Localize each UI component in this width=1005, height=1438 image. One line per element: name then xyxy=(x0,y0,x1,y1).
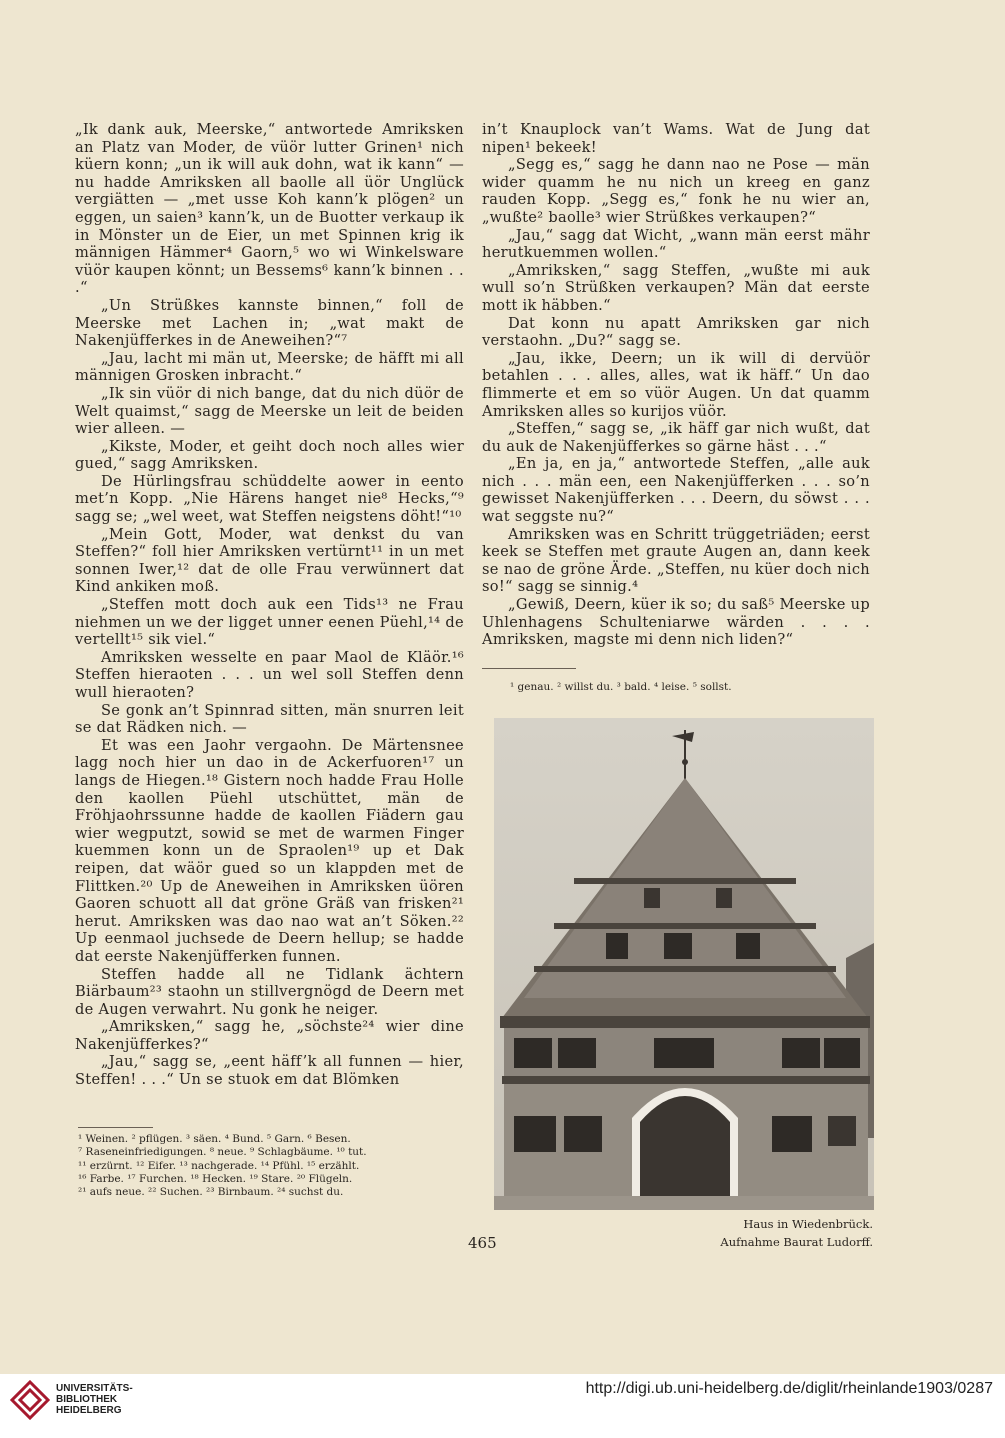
paragraph: in’t Knauplock van’t Wams. Wat de Jung dat nipen¹ bekeek! xyxy=(482,121,870,156)
footnote-divider xyxy=(482,668,576,669)
library-name-line: BIBLIOTHEK xyxy=(56,1394,118,1405)
paragraph: De Hürlingsfrau schüddelte aower in eento met’n Kopp. „Nie Härens hanget nie⁸ Hecks,“⁹ sagg se; „wel weet, wat Steffen neigstens döht!“¹⁰ xyxy=(75,472,464,526)
footnote-divider xyxy=(78,1127,153,1128)
house-illustration xyxy=(494,718,874,1210)
page-number: 465 xyxy=(468,1234,497,1252)
library-name-line: HEIDELBERG xyxy=(56,1405,122,1416)
paragraph: „Steffen mott doch auk een Tids¹³ ne Frau niehmen un we der ligget unner eenen Püehl,¹⁴ de vertellt¹⁵ sik viel.“ xyxy=(75,596,464,649)
library-name xyxy=(56,1383,133,1416)
paragraph: „Mein Gott, Moder, wat denkst du van Steffen?“ foll hier Amriksken vertürnt¹¹ in un met sonnen Iwer,¹² dat de olle Frau verwünnert dat Kind ankiken moß. xyxy=(75,525,464,596)
paragraph: „Segg es,“ sagg he dann nao ne Pose — män wider quamm he nu nich un kreeg en ganz rauden Kopp. „Segg es,“ fonk he nu wier an, „wußte² baolle³ wier Strüßkes verkaupen?“ xyxy=(482,156,870,226)
footnote-line: ¹ Weinen. ² pflügen. ³ säen. ⁴ Bund. ⁵ Garn. ⁶ Besen. xyxy=(78,1133,351,1145)
house-photograph xyxy=(494,718,874,1210)
paragraph: Se gonk an’t Spinnrad sitten, män snurren leit se dat Rädken nich. — xyxy=(75,701,464,737)
footnote-line: ¹¹ erzürnt. ¹² Eifer. ¹³ nachgerade. ¹⁴ Pfühl. ¹⁵ erzählt. xyxy=(78,1159,360,1172)
photo-credit: Aufnahme Baurat Ludorff. xyxy=(720,1235,873,1249)
right-footnotes: ¹ genau. ² willst du. ³ bald. ⁴ leise. ⁵ sollst. xyxy=(510,681,732,693)
footnote-line: ⁷ Raseneinfriedigungen. ⁸ neue. ⁹ Schlagbäume. ¹⁰ tut. xyxy=(78,1146,367,1159)
paragraph: „En ja, en ja,“ antwortede Steffen, „alle auk nich . . . män een, een Nakenjüfferken . . . so’n gewisset Nakenjüfferken . . . Deern, du söwst . . . wat seggste nu?“ xyxy=(482,455,870,526)
paragraph: „Jau,“ sagg dat Wicht, „wann män eerst mähr herutkuemmen wollen.“ xyxy=(482,226,870,262)
paragraph: „Jau, lacht mi män ut, Meerske; de häfft mi all männigen Grosken inbracht.“ xyxy=(75,349,464,385)
paragraph: „Jau,“ sagg se, „eent häff’k all funnen — hier, Steffen! . . .“ Un se stuok em dat Blömken xyxy=(75,1053,464,1089)
paragraph: „Gewiß, Deern, küer ik so; du saß⁵ Meerske up Uhlenhagens Schulteniarwe wärden . . . . Amriksken, magste mi denn nich liden?“ xyxy=(482,596,870,649)
paragraph: „Kikste, Moder, et geiht doch noch alles wier gued,“ sagg Amriksken. xyxy=(75,437,464,473)
paragraph: Amriksken was en Schritt trüggetriäden; eerst keek se Steffen met graute Augen an, dann keek se nao de gröne Ärde. „Steffen, nu küer doch nich so!“ sagg se sinnig.⁴ xyxy=(482,525,870,596)
paragraph: Amriksken wesselte en paar Maol de Kläör.¹⁶ Steffen hieraoten . . . un wel soll Steffen denn wull hieraoten? xyxy=(75,648,464,701)
paragraph: „Ik dank auk, Meerske,“ antwortede Amriksken an Platz van Moder, de vüör lutter Grinen¹ nich küern konn; „un ik will auk dohn, wat ik kann“ — nu hadde Amriksken all baolle all üör Unglück vergiätten — „met usse Koh kann’k plögen² un eggen, un saien³ kann’k, un de Buotter verkaup ik in Mönster un de Eier, un met Spinnen krig ik männigen Hämmer⁴ Gaorn,⁵ wo wi Winkelsware vüör kaupen könnt; un Bessems⁶ kann’k binnen . . .“ xyxy=(75,121,464,297)
paragraph: Et was een Jaohr vergaohn. De Märtensnee lagg noch hier un dao in de Ackerfuoren¹⁷ un langs de Hiegen.¹⁸ Gistern noch hadde Frau Holle den kaollen Püehl utschüttet, män de Fröhjaohrssunne hadde de kaollen Fiädern gau wier wegputzt, sowid se met de warmen Finger kuemmen konn un de Spraolen¹⁹ up et Dak reipen, dat wäör gued so un klappden met de Flittken.²⁰ Up de Aneweihen in Amriksken üören Gaoren schuott all dat gröne Gräß van frisken²¹ herut. Amriksken was dao nao wat an’t Söken.²² Up eenmaol juchsede de Deern hellup; se hadde dat eerste Nakenjüfferken funnen. xyxy=(75,736,464,965)
paragraph: „Amriksken,“ sagg Steffen, „wußte mi auk wull so’n Strüßken verkaupen? Män dat eerste mott ik häbben.“ xyxy=(482,261,870,314)
paragraph: „Un Strüßkes kannste binnen,“ foll de Meerske met Lachen in; „wat makt de Nakenjüfferkes in de Aneweihen?“⁷ xyxy=(75,296,464,350)
paragraph: „Jau, ikke, Deern; un ik will di dervüör betahlen . . . alles, alles, wat ik häff.“ Un dao flimmerte et em so vüör Augen. Un dat quamm Amriksken alles so kurijos vüör. xyxy=(482,349,870,420)
paragraph: „Amriksken,“ sagg he, „söchste²⁴ wier dine Nakenjüfferkes?“ xyxy=(75,1018,464,1053)
right-text-column xyxy=(482,121,870,649)
paragraph: „Ik sin vüör di nich bange, dat du nich düör de Welt quaimst,“ sagg de Meerske un leit de beiden wier alleen. — xyxy=(75,384,464,438)
library-name-line: UNIVERSITÄTS- xyxy=(56,1383,133,1394)
footnote-line: ²¹ aufs neue. ²² Suchen. ²³ Birnbaum. ²⁴ suchst du. xyxy=(78,1186,344,1199)
paragraph: Dat konn nu apatt Amriksken gar nich verstaohn. „Du?“ sagg se. xyxy=(482,314,870,350)
paragraph: „Steffen,“ sagg se, „ik häff gar nich wußt, dat du auk de Nakenjüfferkes so gärne häst . . .“ xyxy=(482,420,870,455)
footnote-line: ¹⁶ Farbe. ¹⁷ Furchen. ¹⁸ Hecken. ¹⁹ Stare. ²⁰ Flügeln. xyxy=(78,1172,353,1185)
left-text-column xyxy=(75,121,464,1089)
source-url-link[interactable]: http://digi.ub.uni-heidelberg.de/diglit/rheinlande1903/0287 xyxy=(585,1380,993,1397)
left-footnotes xyxy=(78,1133,463,1199)
university-library-logo-icon xyxy=(10,1380,50,1420)
photo-caption: Haus in Wiedenbrück. xyxy=(743,1217,873,1231)
paragraph: Steffen hadde all ne Tidlank ächtern Biärbaum²³ staohn un stillvergnögd de Deern met de Augen verwahrt. Nu gonk he neiger. xyxy=(75,965,464,1018)
